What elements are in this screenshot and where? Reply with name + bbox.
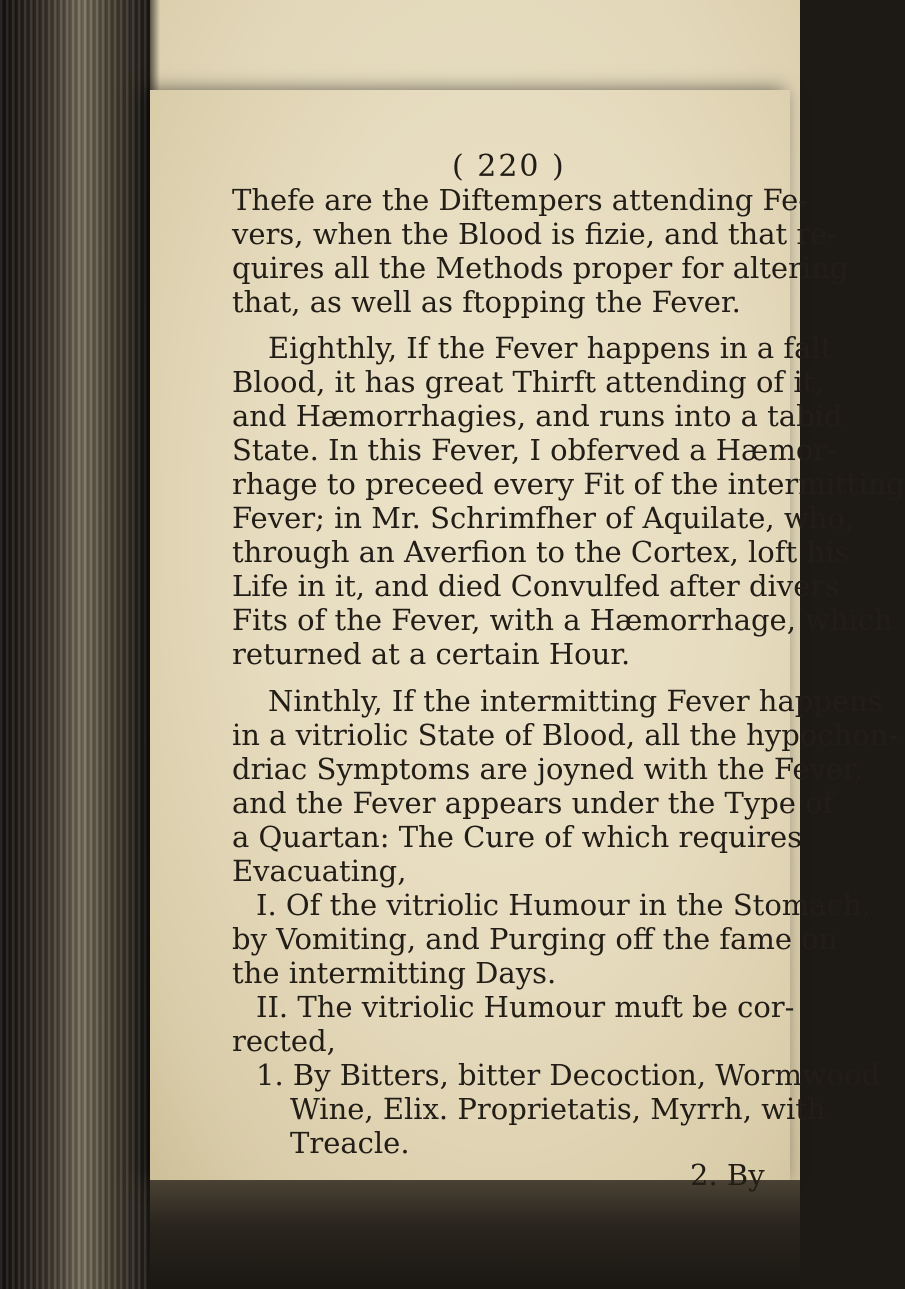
- text-line: a Quartan: The Cure of which requires: [232, 820, 803, 854]
- text-line: Ninthly, If the intermitting Fever happens: [268, 684, 883, 718]
- text-line: and Hæmorrhagies, and runs into a tabid: [232, 399, 843, 433]
- text-line: Fits of the Fever, with a Hæmorrhage, which: [232, 603, 893, 637]
- text-line: through an Averfion to the Cortex, loft his: [232, 535, 850, 569]
- text-line: State. In this Fever, I obferved a Hæmor-: [232, 433, 837, 467]
- text-line: Wine, Elix. Proprietatis, Myrrh, with: [290, 1092, 826, 1126]
- text-line: the intermitting Days.: [232, 956, 557, 990]
- text-line: by Vomiting, and Purging off the fame on: [232, 922, 838, 956]
- text-line: 1. By Bitters, bitter Decoction, Wormwood: [256, 1058, 881, 1092]
- text-line: Fever; in Mr. Schrimfher of Aquilate, who,: [232, 501, 855, 535]
- catchword: 2. By: [690, 1158, 765, 1192]
- page-number: ( 220 ): [452, 149, 566, 184]
- text-line: rected,: [232, 1024, 336, 1058]
- text-line: in a vitriolic State of Blood, all the hypochon-: [232, 718, 899, 752]
- text-line: II. The vitriolic Humour muft be cor-: [256, 990, 795, 1024]
- text-line: Blood, it has great Thirft attending of it,: [232, 365, 824, 399]
- text-line: vers, when the Blood is fizie, and that re-: [232, 217, 838, 251]
- text-line: Thefe are the Diftempers attending Fe-: [232, 183, 809, 217]
- text-line: that, as well as ftopping the Fever.: [232, 285, 741, 319]
- text-line: and the Fever appears under the Type of: [232, 786, 834, 820]
- text-line: I. Of the vitriolic Humour in the Stomach,: [256, 888, 871, 922]
- text-line: Treacle.: [290, 1126, 410, 1160]
- text-line: Life in it, and died Convulfed after divers: [232, 569, 840, 603]
- text-line: driac Symptoms are joyned with the Fever,: [232, 752, 863, 786]
- text-line: returned at a certain Hour.: [232, 637, 631, 671]
- text-line: Evacuating,: [232, 854, 407, 888]
- text-line: Eighthly, If the Fever happens in a falt: [268, 331, 833, 365]
- text-line: quires all the Methods proper for altering: [232, 251, 849, 285]
- text-line: rhage to preceed every Fit of the intermitting: [232, 467, 905, 501]
